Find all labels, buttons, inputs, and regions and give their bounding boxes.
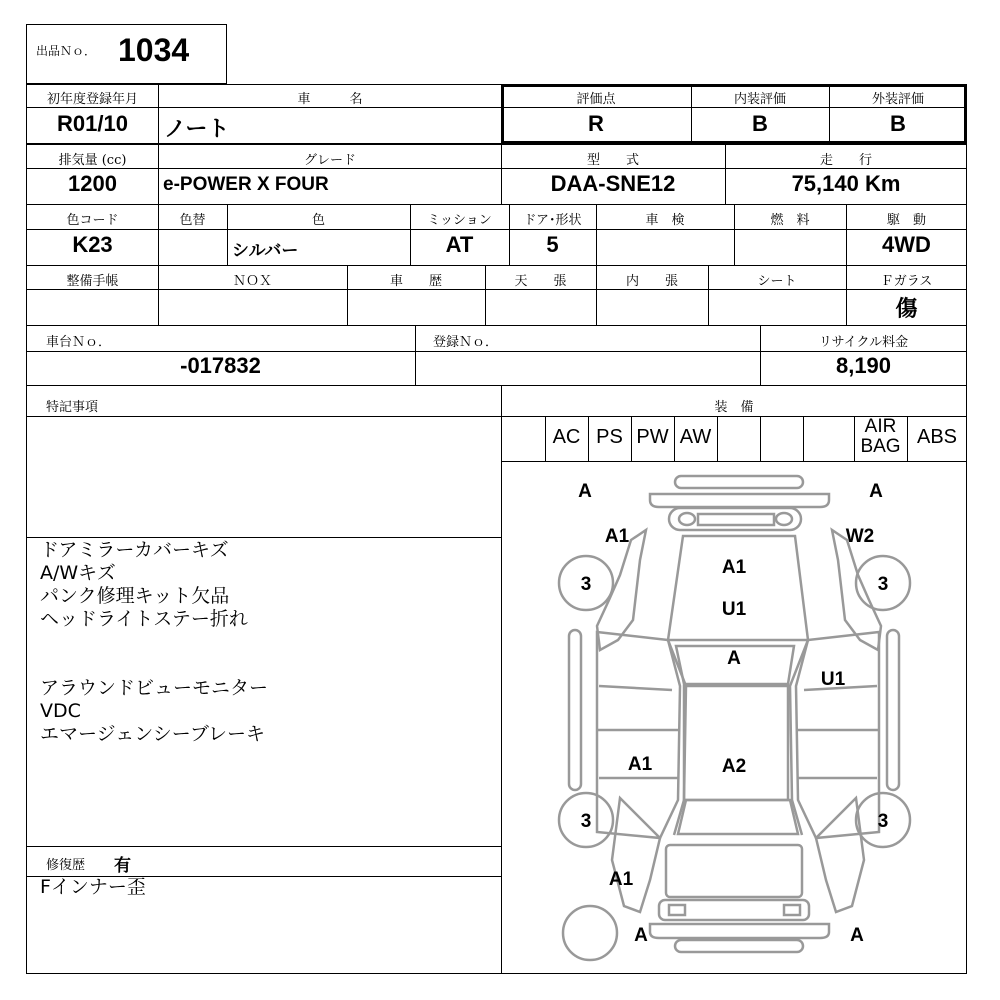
interior-label: 内装評価: [733, 92, 786, 107]
drive-value: 4WD: [882, 232, 931, 257]
right-side: [796, 632, 879, 838]
right-mirror: [887, 630, 899, 790]
equip-col-7: [803, 416, 804, 461]
door-label: ドア･形状: [523, 213, 582, 228]
notes-header-divider: [26, 416, 967, 417]
notes-mid-divider: [26, 537, 501, 538]
mission-value: AT: [445, 232, 474, 257]
note-line-7: エマージェンシーブレーキ: [40, 723, 266, 745]
repair-label: 修復歴: [46, 858, 86, 873]
equip-aw: AW: [679, 426, 712, 448]
front-bumper: [650, 494, 829, 507]
mark-left-rear-tire: 3: [580, 811, 592, 832]
mileage-value: 75,140 Km: [791, 171, 901, 196]
score-label: 評価点: [576, 92, 616, 107]
front-grille: [669, 508, 801, 530]
row5-divider: [26, 351, 967, 352]
name-label: 車 名: [297, 92, 363, 107]
mileage-label: 走 行: [819, 153, 872, 168]
exterior-label: 外装評価: [871, 92, 924, 107]
mark-rear-right-corner: A: [850, 925, 864, 946]
fglass-label: Ｆガラス: [880, 274, 933, 289]
recycle-value: 8,190: [835, 353, 892, 378]
equip-pw: PW: [636, 426, 669, 448]
left-rear-quarter: [612, 798, 660, 912]
recycle-label: リサイクル料金: [818, 335, 909, 350]
roof: [684, 686, 788, 800]
equipment-label: 装 備: [714, 400, 754, 415]
row5-col-1: [415, 325, 416, 386]
grade-value: e-POWER X FOUR: [163, 174, 329, 195]
interior-value: B: [752, 111, 768, 136]
mark-front-right-corner: A: [869, 481, 883, 502]
hood: [668, 536, 808, 640]
left-door-top: [599, 686, 672, 690]
car-diagram: [501, 462, 967, 974]
repair-top-divider: [26, 846, 501, 847]
repair-value: 有: [114, 856, 131, 875]
note-line-6: VDC: [40, 700, 81, 722]
mark-left-rear-quarter: A1: [608, 869, 634, 890]
model-label: 型 式: [586, 153, 639, 168]
front-plate: [698, 514, 774, 525]
lot-label: 出品Ｎｏ．: [36, 44, 97, 58]
equip-abs: ABS: [916, 426, 958, 448]
mark-right-rear-tire: 3: [877, 811, 889, 832]
mark-right-front-fender: W2: [845, 526, 875, 547]
front-bumper-top: [675, 476, 803, 488]
front-emblem-2: [776, 513, 792, 525]
mission-label: ミッション: [427, 213, 492, 228]
note-line-3: パンク修理キット欠品: [40, 585, 230, 607]
equip-ac: AC: [552, 426, 581, 448]
colorcode-label: 色コード: [66, 213, 119, 228]
note-line-2: A/Wキズ: [40, 562, 116, 584]
mark-hood-1: A1: [721, 557, 747, 578]
fuel-label: 燃 料: [770, 213, 810, 228]
regno-label: 登録Ｎｏ．: [433, 335, 499, 350]
history-label: 車 歴: [389, 274, 442, 289]
exterior-value: B: [890, 111, 906, 136]
mark-left-side: A1: [627, 754, 653, 775]
color-label: 色: [311, 213, 325, 228]
repaint-label: 色替: [179, 213, 206, 228]
rear-bumper: [659, 900, 809, 920]
notes-label: 特記事項: [46, 400, 99, 415]
chassis-value: -017832: [180, 353, 261, 378]
equip-col-6: [760, 416, 761, 461]
mark-roof: A2: [721, 756, 747, 777]
name-value: ノート: [164, 116, 230, 141]
model-value: DAA-SNE12: [550, 171, 676, 196]
note-line-5: アラウンドビューモニター: [40, 677, 269, 699]
rear-bumper-bottom: [650, 924, 829, 938]
equip-airbag-line2: BAG: [860, 436, 901, 457]
mark-rear-left-corner: A: [634, 925, 648, 946]
equip-ps: PS: [596, 426, 623, 448]
mark-left-front-tire: 3: [580, 574, 592, 595]
row2-divider: [26, 168, 967, 169]
inner-label: 内 張: [625, 274, 678, 289]
drive-label: 駆 動: [886, 213, 926, 228]
door-value: 5: [546, 232, 559, 257]
mark-windshield: A: [727, 648, 741, 669]
rear-bumper-lip: [675, 940, 803, 952]
right-a-pillar: [790, 640, 808, 835]
inspection-label: 車 検: [645, 213, 685, 228]
repair-detail: Fインナー歪: [40, 876, 146, 898]
seat-label: シート: [757, 274, 797, 289]
mark-hood-2: U1: [721, 599, 747, 620]
chassis-label: 車台Ｎｏ．: [46, 335, 112, 350]
equip-airbag-line1: AIR: [864, 416, 897, 437]
mark-front-left-corner: A: [578, 481, 592, 502]
mark-right-side: U1: [820, 669, 846, 690]
fglass-value: 傷: [895, 296, 918, 321]
grade-label: グレード: [303, 153, 356, 168]
spare-tire: [563, 906, 617, 960]
row4-divider: [26, 289, 967, 290]
reg-value: R01/10: [57, 111, 128, 136]
color-value: シルバー: [232, 241, 299, 260]
rear-window: [678, 800, 798, 834]
trunk: [666, 845, 802, 897]
note-line-1: ドアミラーカバーキズ: [40, 539, 229, 561]
colorcode-value: K23: [72, 232, 113, 257]
score-value: R: [588, 111, 604, 136]
rear-lamp-right: [784, 905, 800, 915]
manual-label: 整備手帳: [66, 274, 119, 289]
mark-right-front-tire: 3: [877, 574, 889, 595]
roof-label: 天 張: [514, 274, 567, 289]
disp-label: 排気量 (cc): [58, 153, 127, 168]
mark-left-front-fender: A1: [604, 526, 630, 547]
nox-label: ＮＯＸ: [232, 274, 272, 289]
row3-divider: [26, 229, 967, 230]
note-line-4: ヘッドライトステー折れ: [40, 608, 248, 630]
front-emblem: [679, 513, 695, 525]
disp-value: 1200: [68, 171, 117, 196]
rear-lamp-left: [669, 905, 685, 915]
equip-col-5: [717, 416, 718, 461]
left-mirror: [569, 630, 581, 790]
reg-label: 初年度登録年月: [46, 92, 138, 107]
lot-number: 1034: [118, 32, 190, 68]
